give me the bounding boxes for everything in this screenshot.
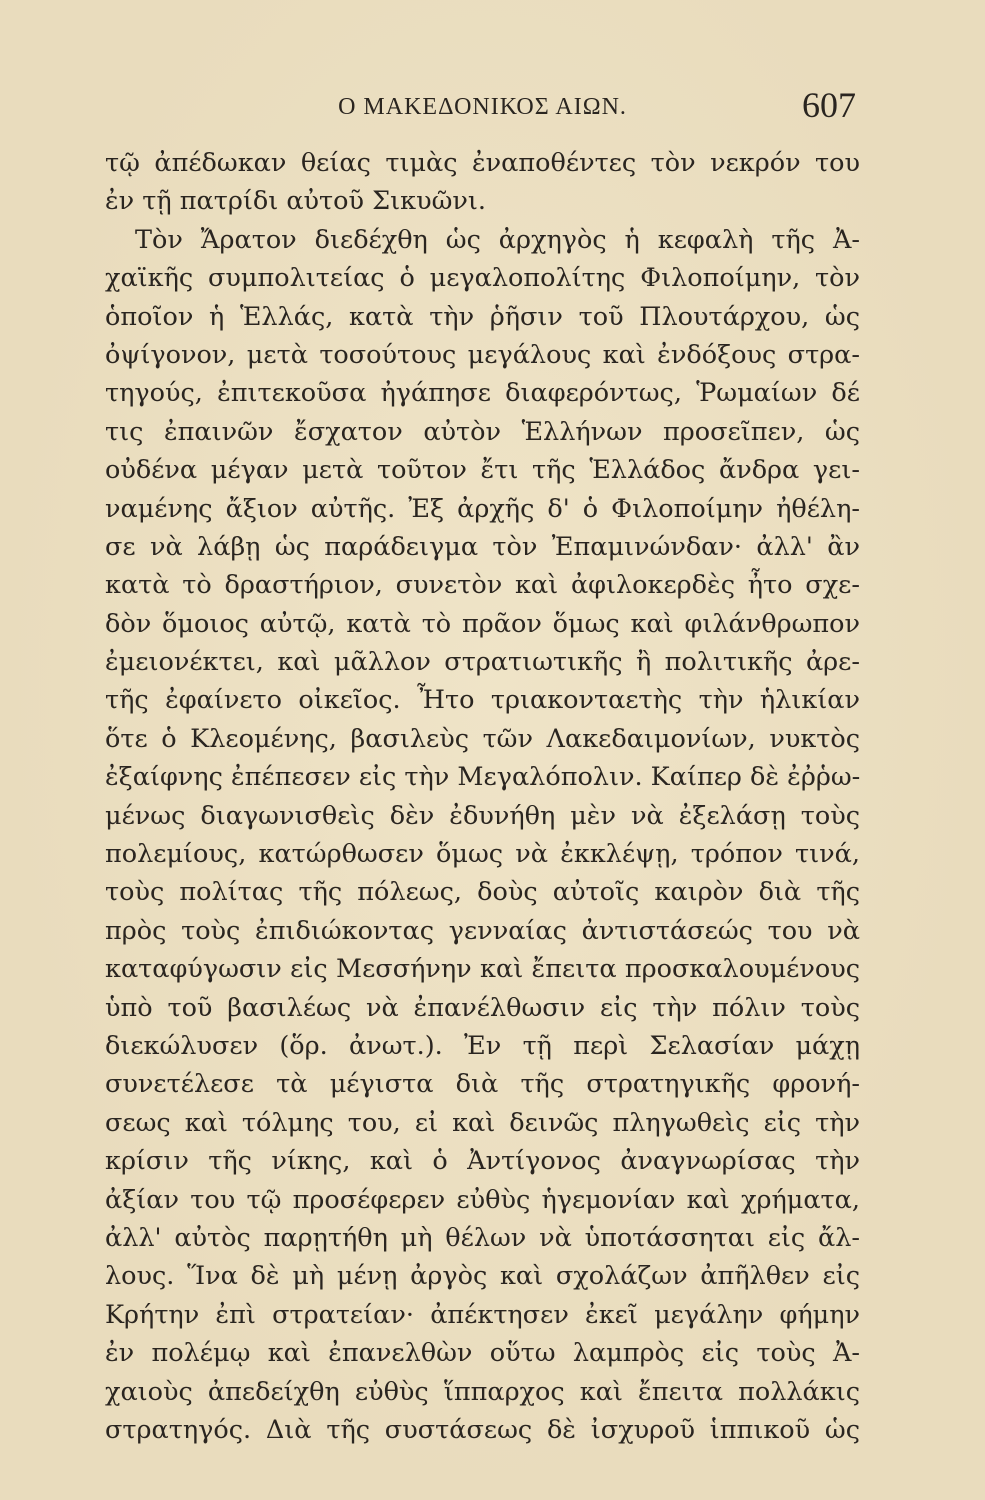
text-line: στρατηγός. Διὰ τῆς συστάσεως δὲ ἰσχυροῦ ἱππικοῦ ὡς xyxy=(105,1414,860,1445)
text-line: λους. Ἵνα δὲ μὴ μένῃ ἀργὸς καὶ σχολάζων ἀπῆλθεν εἰς xyxy=(105,1261,860,1292)
running-title: Ο ΜΑΚΕΔΟΝΙΚΟΣ ΑΙΩΝ. xyxy=(338,94,627,120)
text-line: χαϊκῆς συμπολιτείας ὁ μεγαλοπολίτης Φιλοποίμην, τὸν xyxy=(105,263,860,294)
text-line: Τὸν Ἄρατον διεδέχθη ὡς ἀρχηγὸς ἡ κεφαλὴ τῆς Ἀ- xyxy=(135,224,860,255)
text-line: οὐδένα μέγαν μετὰ τοῦτον ἔτι τῆς Ἑλλάδος ἄνδρα γει- xyxy=(105,455,860,486)
text-line: τῆς ἐφαίνετο οἰκεῖος. Ἦτο τριακονταετὴς τὴν ἡλικίαν xyxy=(105,685,860,716)
text-line: Κρήτην ἐπὶ στρατείαν· ἀπέκτησεν ἐκεῖ μεγάλην φήμην xyxy=(105,1299,860,1330)
text-line: ἐμειονέκτει, καὶ μᾶλλον στρατιωτικῆς ἢ πολιτικῆς ἀρε- xyxy=(105,647,860,678)
text-line: ἀλλ' αὐτὸς παρῃτήθη μὴ θέλων νὰ ὑποτάσσηται εἰς ἄλ- xyxy=(105,1222,860,1253)
text-line: μένως διαγωνισθεὶς δὲν ἐδυνήθη μὲν νὰ ἐξελάσῃ τοὺς xyxy=(105,800,860,831)
text-line: ὑπὸ τοῦ βασιλέως νὰ ἐπανέλθωσιν εἰς τὴν πόλιν τοὺς xyxy=(105,992,860,1023)
text-line: δὸν ὅμοιος αὐτῷ, κατὰ τὸ πρᾶον ὅμως καὶ φιλάνθρωπον xyxy=(105,608,860,639)
text-line: κατὰ τὸ δραστήριον, συνετὸν καὶ ἀφιλοκερδὲς ἦτο σχε- xyxy=(105,570,860,601)
text-line: ἐν τῇ πατρίδι αὐτοῦ Σικυῶνι. xyxy=(105,186,486,217)
text-line: τοὺς πολίτας τῆς πόλεως, δοὺς αὐτοῖς καιρὸν διὰ τῆς xyxy=(105,877,860,908)
text-line: ἀξίαν του τῷ προσέφερεν εὐθὺς ἡγεμονίαν καὶ χρήματα, xyxy=(105,1184,860,1215)
text-line: σε νὰ λάβῃ ὡς παράδειγμα τὸν Ἐπαμινώνδαν· ἀλλ' ἂν xyxy=(105,531,860,562)
text-line: χαιοὺς ἀπεδείχθη εὐθὺς ἵππαρχος καὶ ἔπειτα πολλάκις xyxy=(105,1376,860,1407)
page-number: 607 xyxy=(802,85,856,125)
text-line: ὁποῖον ἡ Ἑλλάς, κατὰ τὴν ῥῆσιν τοῦ Πλουτάρχου, ὡς xyxy=(105,301,860,332)
text-line: κρίσιν τῆς νίκης, καὶ ὁ Ἀντίγονος ἀναγνωρίσας τὴν xyxy=(105,1146,860,1177)
body-text xyxy=(105,144,860,1449)
text-line: ὅτε ὁ Κλεομένης, βασιλεὺς τῶν Λακεδαιμονίων, νυκτὸς xyxy=(105,723,860,754)
text-line: ναμένης ἄξιον αὐτῆς. Ἐξ ἀρχῆς δ' ὁ Φιλοποίμην ἠθέλη- xyxy=(105,493,860,524)
text-line: τῷ ἀπέδωκαν θείας τιμὰς ἐναποθέντες τὸν νεκρόν του xyxy=(105,148,860,178)
text-line: καταφύγωσιν εἰς Μεσσήνην καὶ ἔπειτα προσκαλουμένους xyxy=(105,954,860,985)
text-line: συνετέλεσε τὰ μέγιστα διὰ τῆς στρατηγικῆς φρονή- xyxy=(105,1069,860,1100)
text-line: διεκώλυσεν (ὅρ. ἀνωτ.). Ἐν τῇ περὶ Σελασίαν μάχῃ xyxy=(105,1030,860,1061)
text-line: τηγούς, ἐπιτεκοῦσα ἠγάπησε διαφερόντως, Ῥωμαίων δέ xyxy=(105,378,860,409)
text-line: ἐξαίφνης ἐπέπεσεν εἰς τὴν Μεγαλόπολιν. Καίπερ δὲ ἐῤῥω- xyxy=(105,762,860,793)
page-header xyxy=(105,84,860,134)
text-line: πρὸς τοὺς ἐπιδιώκοντας γενναίας ἀντιστάσεώς του νὰ xyxy=(105,915,860,946)
text-line: σεως καὶ τόλμης του, εἰ καὶ δεινῶς πληγωθεὶς εἰς τὴν xyxy=(105,1107,860,1138)
text-line: τις ἐπαινῶν ἔσχατον αὐτὸν Ἑλλήνων προσεῖπεν, ὡς xyxy=(105,416,860,447)
text-line: ἐν πολέμῳ καὶ ἐπανελθὼν οὕτω λαμπρὸς εἰς τοὺς Ἀ- xyxy=(105,1338,860,1369)
text-line: ὀψίγονον, μετὰ τοσούτους μεγάλους καὶ ἐνδόξους στρα- xyxy=(105,339,860,370)
text-line: πολεμίους, κατώρθωσεν ὅμως νὰ ἐκκλέψῃ, τρόπον τινά, xyxy=(105,839,860,870)
